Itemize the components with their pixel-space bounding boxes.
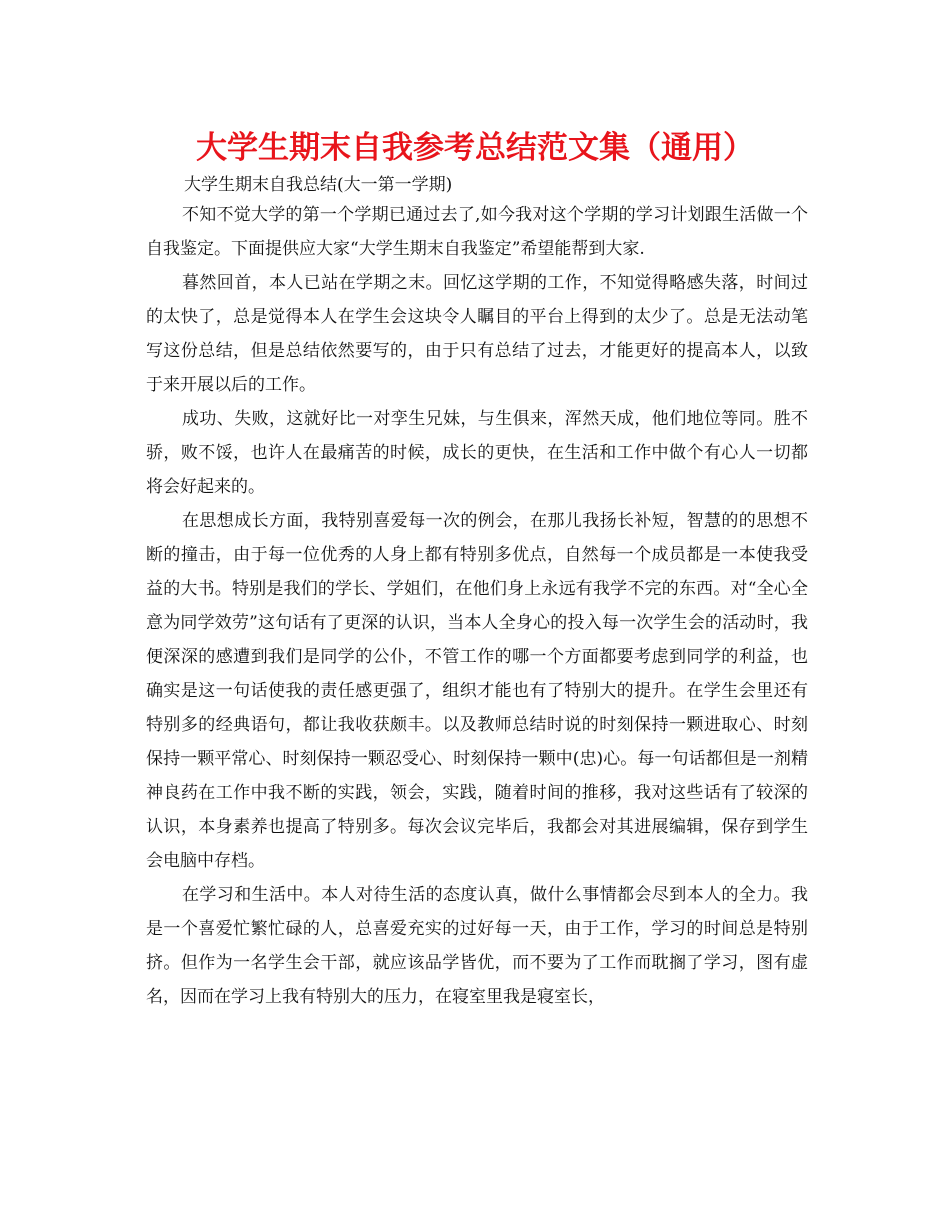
paragraph: 在思想成长方面，我特别喜爱每一次的例会，在那儿我扬长补短，智慧的的思想不断的撞击，由于每一位优秀的人身上都有特别多优点，自然每一个成员都是一本使我受益的大书。特别是我们的学长、学姐们，在他们身上永远有我学不完的东西。对“全心全意为同学效劳”这句话有了更深的认识，当本人全身心的投入每一次学生会的活动时，我便深深的感遭到我们是同学的公仆，不管工作的哪一个方面都要考虑到同学的利益，也确实是这一句话使我的责任感更强了，组织才能也有了特别大的提升。在学生会里还有特别多的经典语句，都让我收获颇丰。以及教师总结时说的时刻保持一颗进取心、时刻保持一颗平常心、时刻保持一颗忍受心、时刻保持一颗中(忠)心。每一句话都但是一剂精神良药在工作中我不断的实践，领会，实践，随着时间的推移，我对这些话有了较深的认识，本身素养也提高了特别多。每次会议完毕后，我都会对其进展编辑，保存到学生会电脑中存档。 <box>146 511 808 871</box>
paragraph: 在学习和生活中。本人对待生活的态度认真，做什么事情都会尽到本人的全力。我是一个喜爱忙繁忙碌的人，总喜爱充实的过好每一天，由于工作，学习的时间总是特别挤。但作为一名学生会干部，就应该品学皆优，而不要为了工作而耽搁了学习，图有虚名，因而在学习上我有特别大的压力，在寝室里我是寝室长， <box>146 885 808 1007</box>
paragraph: 暮然回首，本人已站在学期之末。回忆这学期的工作，不知觉得略感失落，时间过的太快了，总是觉得本人在学生会这块令人瞩目的平台上得到的太少了。总是无法动笔写这份总结，但是总结依然要写的，由于只有总结了过去，才能更好的提高本人，以致于来开展以后的工作。 <box>146 273 808 395</box>
paragraph: 成功、失败，这就好比一对孪生兄妹，与生俱来，浑然天成，他们地位等同。胜不骄，败不馁，也许人在最痛苦的时候，成长的更快，在生活和工作中做个有心人一切都将会好起来的。 <box>146 409 808 497</box>
document-body <box>146 198 808 1014</box>
paragraph: 不知不觉大学的第一个学期已通过去了,如今我对这个学期的学习计划跟生活做一个自我鉴定。下面提供应大家“大学生期末自我鉴定”希望能帮到大家. <box>146 205 808 259</box>
document-title: 大学生期末自我参考总结范文集（通用） <box>196 130 754 166</box>
document-subtitle: 大学生期末自我总结(大一第一学期) <box>184 175 453 195</box>
